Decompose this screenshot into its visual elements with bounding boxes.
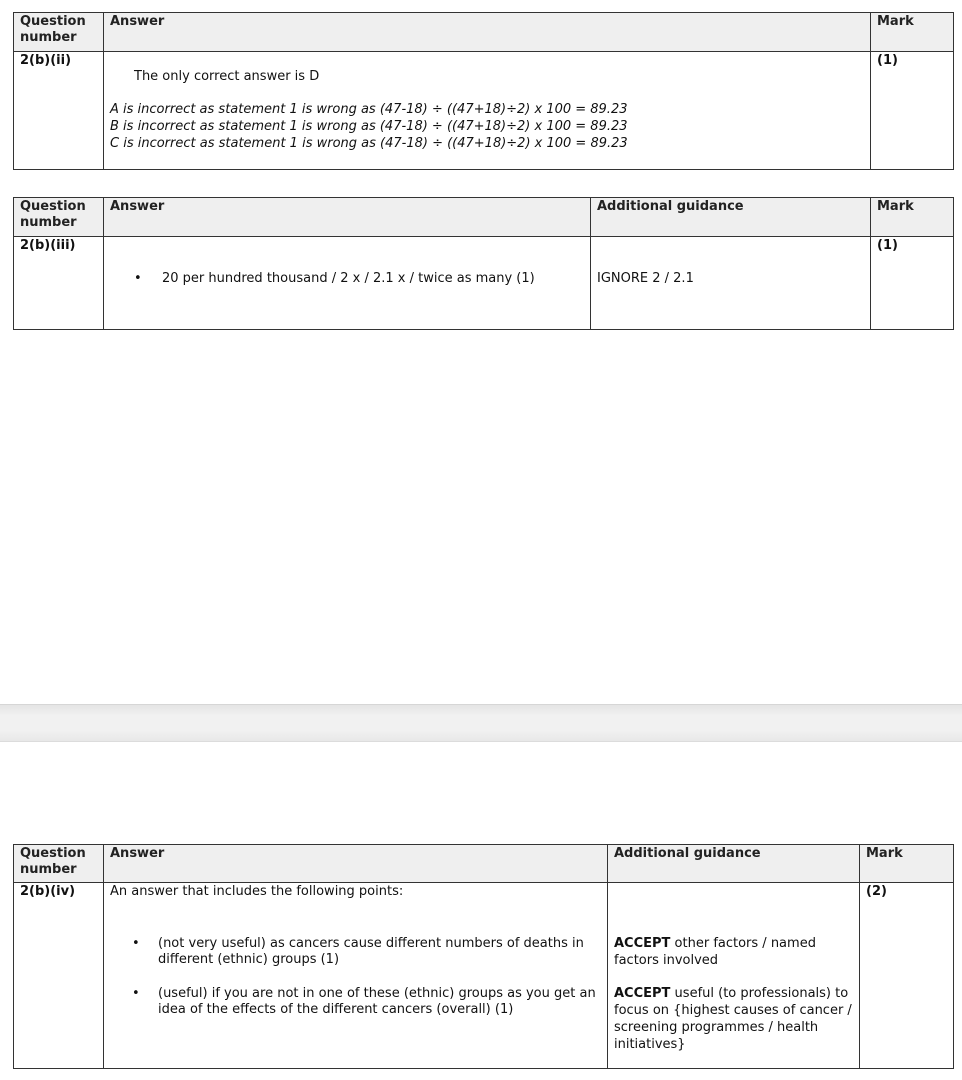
question-number-header: Question number <box>14 13 104 52</box>
answer-cell <box>104 52 871 170</box>
incorrect-c: C is incorrect as statement 1 is wrong as (47-18) ÷ ((47+18)÷2) x 100 = 89.23 <box>110 136 628 151</box>
mark-header: Mark <box>871 13 954 52</box>
guidance-item <box>614 985 853 1053</box>
answer-cell <box>104 237 591 330</box>
answer-header: Answer <box>104 13 871 52</box>
guidance-text: other factors / named factors involved <box>614 936 816 968</box>
guidance-keyword: ACCEPT <box>614 936 671 951</box>
question-number: 2(b)(iii) <box>14 237 104 330</box>
table-row <box>14 52 954 170</box>
guidance-cell <box>608 883 860 1069</box>
mark-header: Mark <box>871 198 954 237</box>
mark-scheme-table-2b-ii <box>13 12 954 170</box>
incorrect-explanations <box>110 101 864 152</box>
guidance-item <box>614 935 853 969</box>
bullet-text: 20 per hundred thousand / 2 x / 2.1 x / twice as many (1) <box>162 271 535 286</box>
page-break <box>0 704 962 742</box>
bullet-icon: • <box>134 271 142 286</box>
guidance-header: Additional guidance <box>608 845 860 883</box>
answer-cell <box>104 883 608 1069</box>
answer-bullet <box>110 936 601 968</box>
incorrect-a: A is incorrect as statement 1 is wrong as (47-18) ÷ ((47+18)÷2) x 100 = 89.23 <box>110 102 628 117</box>
mark-scheme-table-2b-iv <box>13 844 954 1069</box>
table-header-row <box>14 198 954 237</box>
guidance-keyword: ACCEPT <box>614 986 671 1001</box>
mark-value: (1) <box>871 237 954 330</box>
guidance-header: Additional guidance <box>591 198 871 237</box>
table-header-row <box>14 13 954 52</box>
bullet-text: (useful) if you are not in one of these (ethnic) groups as you get an idea of the effects of the different cancers (overall) (1) <box>158 986 596 1017</box>
bullet-icon: • <box>132 986 140 1001</box>
bullet-icon: • <box>132 936 140 951</box>
mark-value: (1) <box>871 52 954 170</box>
incorrect-b: B is incorrect as statement 1 is wrong as (47-18) ÷ ((47+18)÷2) x 100 = 89.23 <box>110 119 628 134</box>
mark-header: Mark <box>860 845 954 883</box>
question-number-header: Question number <box>14 845 104 883</box>
question-number-header: Question number <box>14 198 104 237</box>
answer-header: Answer <box>104 845 608 883</box>
answer-intro: An answer that includes the following points: <box>110 884 404 899</box>
guidance-cell <box>591 237 871 330</box>
guidance-text: IGNORE 2 / 2.1 <box>597 271 694 286</box>
table-header-row <box>14 845 954 883</box>
question-number: 2(b)(iv) <box>14 883 104 1069</box>
table-row <box>14 883 954 1069</box>
answer-bullet <box>110 986 601 1018</box>
answer-header: Answer <box>104 198 591 237</box>
question-number: 2(b)(ii) <box>14 52 104 170</box>
guidance-text: useful (to professionals) to focus on {highest causes of cancer / screening programmes / health initiatives} <box>614 986 852 1052</box>
mark-value: (2) <box>860 883 954 1069</box>
answer-bullet <box>110 271 584 287</box>
correct-answer: The only correct answer is D <box>134 69 320 84</box>
bullet-text: (not very useful) as cancers cause different numbers of deaths in different (ethnic) groups (1) <box>158 936 584 967</box>
table-row <box>14 237 954 330</box>
mark-scheme-table-2b-iii <box>13 197 954 330</box>
